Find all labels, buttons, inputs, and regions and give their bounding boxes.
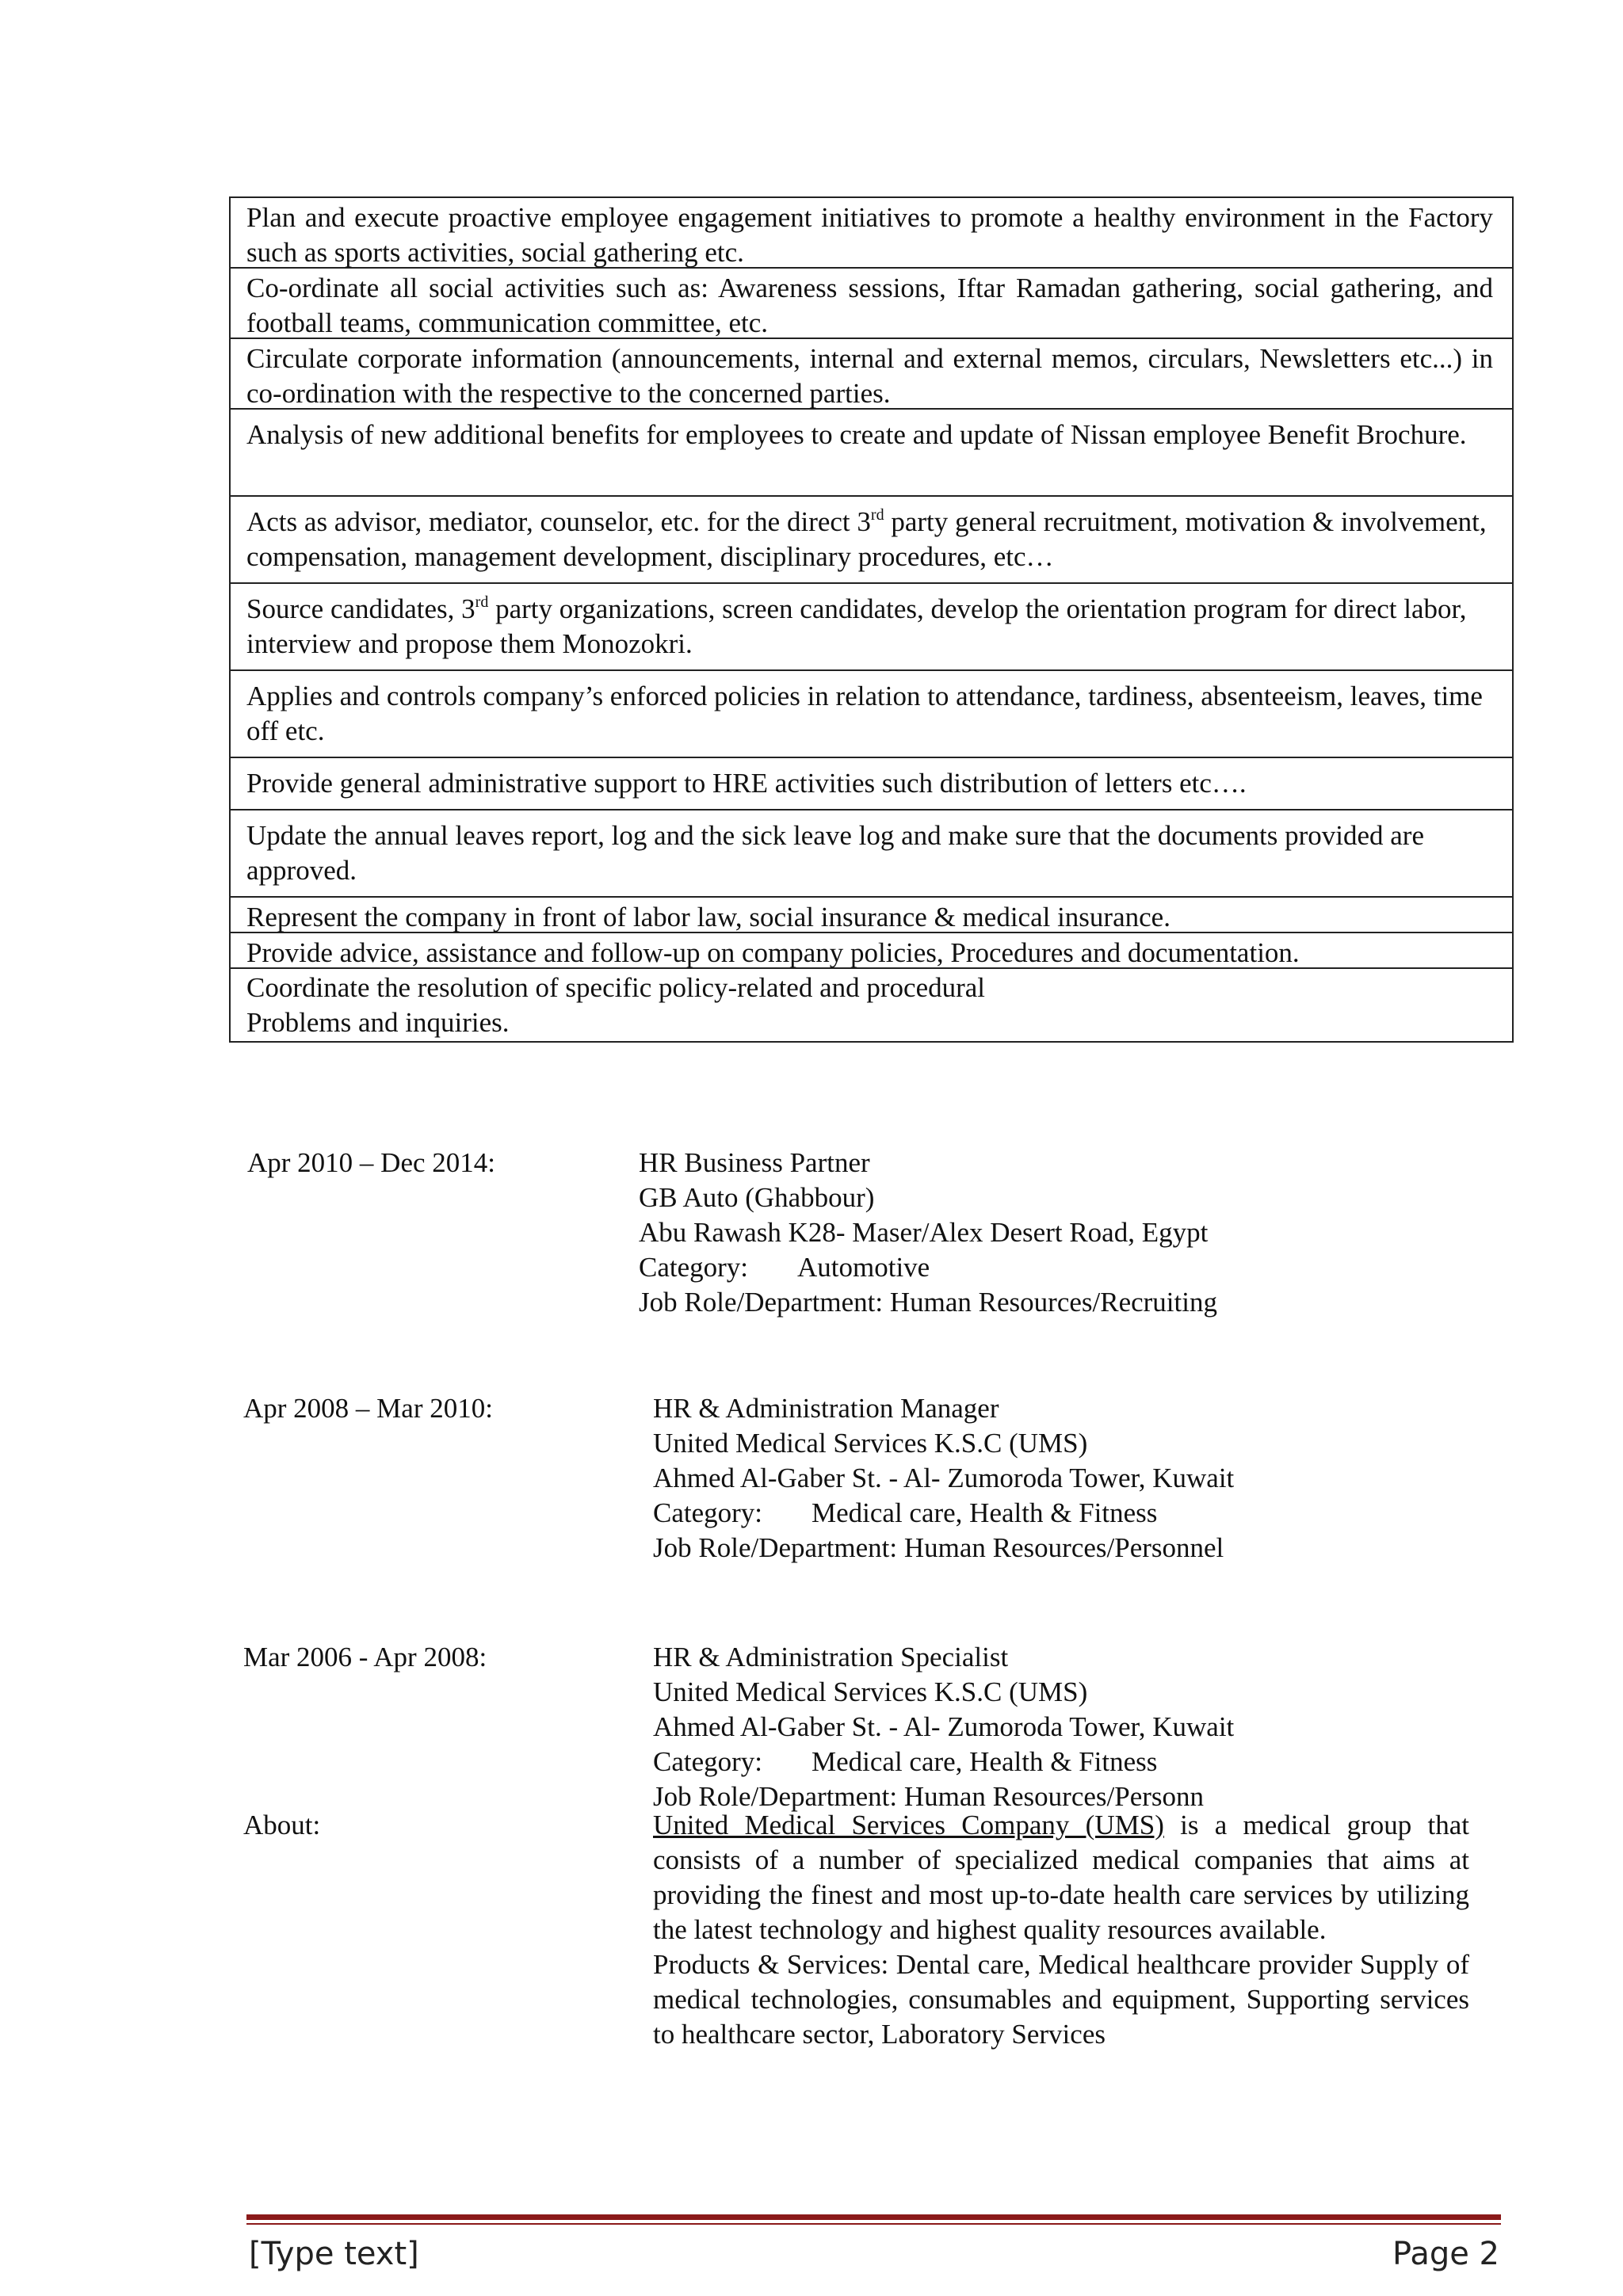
duty-text: Problems and inquiries. — [246, 1007, 510, 1038]
duty-row — [231, 497, 1512, 584]
job-company: United Medical Services K.S.C (UMS) — [653, 1428, 1088, 1459]
duty-row: Update the annual leaves report, log and the sick leave log and make sure that the documents provided are approved. — [231, 810, 1512, 898]
footer-placeholder-text: [Type text] — [249, 2236, 419, 2272]
footer-rule — [246, 2214, 1501, 2220]
duty-text: Coordinate the resolution of specific policy-related and procedural — [246, 972, 986, 1003]
about-paragraph — [653, 1808, 1469, 1947]
ordinal-suffix: rd — [870, 506, 884, 524]
duty-row: Circulate corporate information (announcements, internal and external memos, circulars, Newsletters etc...) in co-ordination with the respective to the concerned parties. — [231, 339, 1512, 410]
ordinal-suffix: rd — [475, 593, 489, 611]
duty-row: Co-ordinate all social activities such as: Awareness sessions, Iftar Ramadan gathering, social gathering, and football teams, communication committee, etc. — [231, 269, 1512, 339]
duty-row: Provide general administrative support to HRE activities such distribution of letters etc…. — [231, 758, 1512, 810]
category-label: Category: — [639, 1252, 749, 1283]
job-role: Job Role/Department: Human Resources/Recruiting — [639, 1287, 1217, 1318]
job-details — [653, 1640, 1234, 1814]
category-value: Medical care, Health & Fitness — [812, 1497, 1158, 1528]
footer-rule-thin — [246, 2223, 1501, 2225]
duty-text: Source candidates, 3 — [246, 593, 475, 624]
duty-row — [231, 969, 1512, 1041]
category-label: Category: — [653, 1497, 763, 1528]
duty-row: Analysis of new additional benefits for employees to create and update of Nissan employee Benefit Brochure. — [231, 410, 1512, 497]
about-text — [653, 1808, 1469, 2052]
about-description: is a medical group that consists of a number of specialized medical companies that aims at providing the finest and most up-to-date health care services by utilizing the latest technology and highest quality resources available. — [653, 1810, 1469, 1945]
job-role: Job Role/Department: Human Resources/Personn — [653, 1781, 1205, 1812]
job-address: Ahmed Al-Gaber St. - Al- Zumoroda Tower, Kuwait — [653, 1463, 1235, 1493]
duty-text: party general recruitment, motivation & involvement, compensation, management development, disciplinary procedures, etc… — [246, 506, 1487, 572]
duty-row: Applies and controls company’s enforced policies in relation to attendance, tardiness, absenteeism, leaves, time off etc. — [231, 671, 1512, 758]
products-services: Products & Services: Dental care, Medical healthcare provider Supply of medical technologies, consumables and equipment, Supporting services to healthcare sector, Laboratory Services — [653, 1949, 1469, 2050]
job-date: Apr 2008 – Mar 2010: — [243, 1393, 493, 1424]
about-label: About: — [243, 1810, 321, 1840]
company-link[interactable]: United Medical Services Company (UMS) — [653, 1810, 1164, 1840]
job-date: Mar 2006 - Apr 2008: — [243, 1642, 487, 1672]
category-label: Category: — [653, 1746, 763, 1777]
job-details — [653, 1391, 1234, 1566]
duty-row: Provide advice, assistance and follow-up on company policies, Procedures and documentation. — [231, 933, 1512, 969]
job-date: Apr 2010 – Dec 2014: — [247, 1147, 496, 1178]
job-company: GB Auto (Ghabbour) — [639, 1182, 875, 1213]
category-value: Medical care, Health & Fitness — [812, 1746, 1158, 1777]
duty-text: party organizations, screen candidates, develop the orientation program for direct labor, interview and propose them Monozokri. — [246, 593, 1467, 659]
job-title: HR Business Partner — [639, 1147, 870, 1178]
duty-row: Plan and execute proactive employee engagement initiatives to promote a healthy environment in the Factory such as sports activities, social gathering etc. — [231, 198, 1512, 269]
page-number: Page 2 — [1392, 2236, 1499, 2272]
duties-table — [229, 196, 1514, 1043]
job-details — [639, 1146, 1217, 1320]
job-company: United Medical Services K.S.C (UMS) — [653, 1676, 1088, 1707]
job-role: Job Role/Department: Human Resources/Personnel — [653, 1532, 1224, 1563]
job-category — [653, 1496, 1234, 1531]
job-title: HR & Administration Manager — [653, 1393, 999, 1424]
category-value: Automotive — [797, 1252, 930, 1283]
job-address: Ahmed Al-Gaber St. - Al- Zumoroda Tower, Kuwait — [653, 1711, 1235, 1742]
job-title: HR & Administration Specialist — [653, 1642, 1009, 1672]
duty-text: Acts as advisor, mediator, counselor, etc. for the direct 3 — [246, 506, 871, 537]
duty-row — [231, 584, 1512, 671]
job-category — [653, 1745, 1234, 1779]
duty-row: Represent the company in front of labor law, social insurance & medical insurance. — [231, 898, 1512, 933]
job-address: Abu Rawash K28- Maser/Alex Desert Road, Egypt — [639, 1217, 1209, 1248]
job-category — [639, 1250, 1217, 1285]
